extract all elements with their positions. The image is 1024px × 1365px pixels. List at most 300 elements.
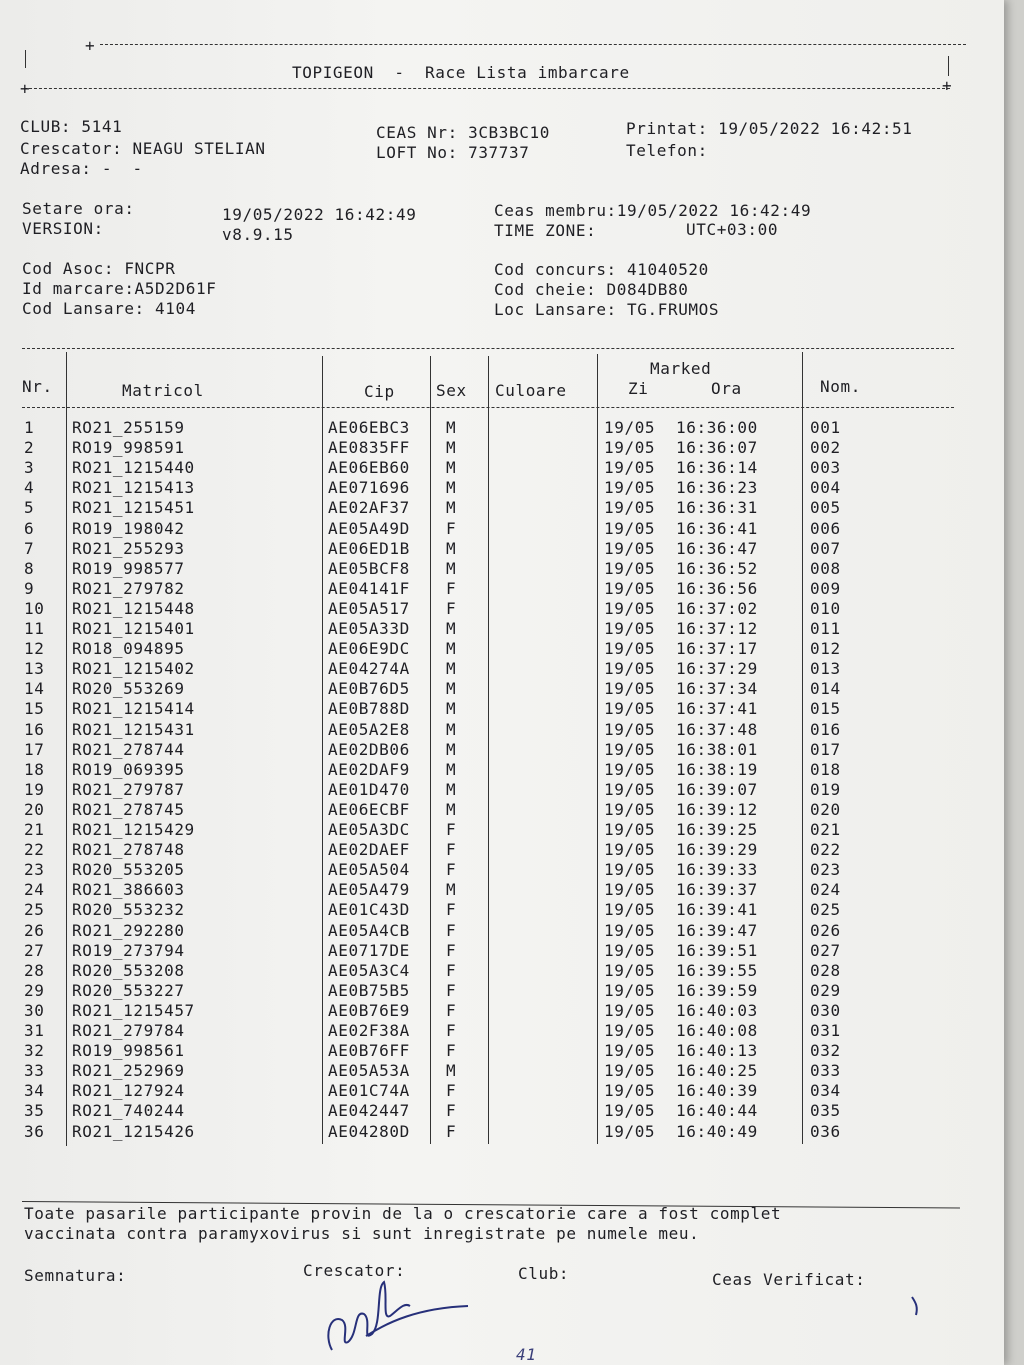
row-matricol: RO21_252969 [72,1061,185,1081]
row-cip: AE06EBC3 [328,418,410,437]
table-row [0,941,1004,961]
row-nr: 32 [24,1041,45,1061]
row-nom: 025 [810,900,841,920]
row-nr: 34 [24,1081,45,1101]
row-sex: F [446,960,457,980]
table-top-rule [22,348,954,349]
ceas-nr-field: CEAS Nr: 3CB3BC10 [376,123,550,142]
row-nom: 030 [810,1000,841,1020]
row-cip: AE05A2E8 [328,719,410,739]
row-cip: AE05A53A [328,1061,410,1081]
row-nr: 14 [24,679,45,699]
frame-corner: + [942,76,952,95]
col-header-matricol: Matricol [122,381,204,400]
table-row [0,639,1004,659]
row-nom: 036 [810,1121,841,1141]
row-matricol: RO21_1215401 [72,619,195,638]
row-ora: 16:36:00 [676,418,758,437]
row-ora: 16:37:17 [676,639,758,659]
row-nr: 19 [24,779,45,799]
row-nom: 010 [810,598,841,618]
row-nom: 023 [810,860,841,880]
row-matricol: RO21_1215457 [72,1000,195,1020]
row-cip: AE0835FF [328,438,410,458]
row-nr: 21 [24,820,45,839]
adresa-field: Adresa: - - [20,159,143,178]
row-matricol: RO21_278748 [72,840,185,860]
telefon-field: Telefon: [626,141,708,160]
row-nr: 6 [24,518,35,538]
row-sex: M [446,759,457,779]
table-row [0,1122,1004,1142]
row-zi: 19/05 [604,759,656,779]
table-row [0,740,1004,760]
row-sex: M [446,478,457,498]
row-zi: 19/05 [604,1101,656,1121]
col-header-culoare: Culoare [495,381,567,400]
row-ora: 16:40:13 [676,1041,758,1061]
row-nom: 003 [810,458,841,478]
row-sex: F [446,1081,457,1101]
row-matricol: RO19_273794 [72,940,185,960]
row-nom: 035 [810,1101,841,1121]
row-cip: AE05A49D [328,518,410,538]
crescator-signature-label: Crescator: [303,1261,406,1280]
row-zi: 19/05 [604,458,656,478]
col-header-nr: Nr. [22,377,53,396]
row-zi: 19/05 [604,799,656,819]
row-nr: 29 [24,980,45,1000]
row-nr: 7 [24,538,35,558]
setare-ora-value: 19/05/2022 16:42:49 [222,205,417,224]
col-header-marked: Marked [650,359,712,378]
row-matricol: RO21_1215413 [72,478,195,498]
row-cip: AE06ECBF [328,799,410,819]
table-row [0,1101,1004,1121]
row-cip: AE05A479 [328,880,410,900]
row-ora: 16:39:55 [676,960,758,980]
row-sex: F [446,940,457,960]
row-nom: 007 [810,538,841,558]
row-nom: 024 [810,880,841,900]
row-matricol: RO20_553227 [72,980,185,1000]
row-nom: 032 [810,1041,841,1061]
row-zi: 19/05 [604,659,656,679]
row-nom: 028 [810,960,841,980]
row-matricol: RO21_278744 [72,739,185,759]
row-sex: M [446,739,457,759]
time-zone-label: TIME ZONE: [494,221,597,240]
row-ora: 16:37:02 [676,598,758,618]
row-zi: 19/05 [604,518,656,538]
row-zi: 19/05 [604,619,656,638]
row-nom: 011 [810,619,841,638]
row-zi: 19/05 [604,980,656,1000]
row-nom: 026 [810,920,841,940]
row-nr: 33 [24,1061,45,1081]
row-ora: 16:38:19 [676,759,758,779]
row-cip: AE02DAEF [328,840,410,860]
row-nom: 033 [810,1061,841,1081]
row-zi: 19/05 [604,860,656,880]
cod-asoc-field: Cod Asoc: FNCPR [22,259,176,278]
row-ora: 16:39:25 [676,820,758,839]
row-matricol: RO21_278745 [72,799,185,819]
row-sex: M [446,659,457,679]
row-ora: 16:39:47 [676,920,758,940]
row-matricol: RO21_740244 [72,1101,185,1121]
row-sex: M [446,558,457,578]
row-matricol: RO21_255293 [72,538,185,558]
version-value: v8.9.15 [222,225,294,244]
row-nr: 3 [24,458,35,478]
declaration-line-1: Toate pasarile participante provin de la o crescatorie care a fost complet [24,1204,782,1223]
row-nr: 15 [24,699,45,719]
row-nom: 029 [810,980,841,1000]
table-row [0,438,1004,458]
ceas-membru-field: Ceas membru:19/05/2022 16:42:49 [494,201,812,220]
page-number: 41 [516,1345,537,1364]
row-cip: AE02DB06 [328,739,410,759]
row-sex: F [446,1041,457,1061]
table-row [0,519,1004,539]
row-matricol: RO20_553205 [72,860,185,880]
row-cip: AE01C74A [328,1081,410,1101]
row-ora: 16:40:08 [676,1021,758,1040]
crescator-field: Crescator: NEAGU STELIAN [20,139,266,158]
col-header-zi: Zi [628,379,649,398]
row-matricol: RO21_1215402 [72,659,195,679]
row-ora: 16:36:31 [676,498,758,518]
row-zi: 19/05 [604,1061,656,1081]
row-nom: 002 [810,438,841,458]
row-nr: 10 [24,598,45,618]
row-nom: 005 [810,498,841,518]
table-row [0,1081,1004,1101]
row-cip: AE02F38A [328,1021,410,1040]
row-matricol: RO19_069395 [72,759,185,779]
printat-field: Printat: 19/05/2022 16:42:51 [626,119,913,138]
row-matricol: RO21_279782 [72,578,185,598]
row-ora: 16:36:14 [676,458,758,478]
table-row [0,900,1004,920]
row-sex: M [446,458,457,478]
row-matricol: RO21_1215448 [72,598,195,618]
table-row [0,679,1004,699]
row-nom: 001 [810,418,841,437]
row-sex: F [446,920,457,940]
row-nr: 4 [24,478,35,498]
row-matricol: RO21_279787 [72,779,185,799]
row-zi: 19/05 [604,438,656,458]
row-nr: 35 [24,1101,45,1121]
row-zi: 19/05 [604,940,656,960]
row-zi: 19/05 [604,478,656,498]
row-cip: AE0B75B5 [328,980,410,1000]
row-nr: 8 [24,558,35,578]
row-nom: 031 [810,1021,841,1040]
row-ora: 16:40:39 [676,1081,758,1101]
title-top-rule [100,44,966,45]
table-row [0,880,1004,900]
table-row [0,961,1004,981]
row-sex: F [446,1101,457,1121]
row-nom: 018 [810,759,841,779]
row-zi: 19/05 [604,498,656,518]
row-ora: 16:39:12 [676,799,758,819]
row-cip: AE0B76E9 [328,1000,410,1020]
row-nr: 13 [24,659,45,679]
row-nr: 30 [24,1000,45,1020]
row-sex: M [446,799,457,819]
row-matricol: RO21_1215440 [72,458,195,478]
row-ora: 16:36:23 [676,478,758,498]
row-matricol: RO18_094895 [72,639,185,659]
row-nom: 021 [810,820,841,839]
table-row [0,599,1004,619]
row-cip: AE01C43D [328,900,410,920]
row-ora: 16:40:25 [676,1061,758,1081]
row-matricol: RO21_386603 [72,880,185,900]
row-matricol: RO21_1215431 [72,719,195,739]
row-ora: 16:39:41 [676,900,758,920]
row-matricol: RO21_1215426 [72,1121,195,1141]
club-signature-label: Club: [518,1264,570,1283]
row-ora: 16:39:29 [676,840,758,860]
row-nom: 019 [810,779,841,799]
row-sex: M [446,679,457,699]
handwritten-signature [318,1276,478,1356]
table-row [0,921,1004,941]
row-nr: 9 [24,578,35,598]
row-sex: M [446,880,457,900]
table-row [0,820,1004,840]
row-cip: AE0B788D [328,699,410,719]
row-ora: 16:39:51 [676,940,758,960]
table-row [0,1021,1004,1041]
row-nr: 11 [24,619,45,638]
row-cip: AE0B76D5 [328,679,410,699]
row-cip: AE04280D [328,1121,410,1141]
row-sex: F [446,518,457,538]
row-nom: 034 [810,1081,841,1101]
row-zi: 19/05 [604,739,656,759]
table-row [0,1061,1004,1081]
col-header-nom: Nom. [820,377,861,396]
version-label: VERSION: [22,219,104,238]
time-zone-value: UTC+03:00 [686,220,779,239]
row-ora: 16:39:59 [676,980,758,1000]
row-nom: 022 [810,840,841,860]
row-zi: 19/05 [604,1081,656,1101]
row-ora: 16:37:48 [676,719,758,739]
row-nr: 16 [24,719,45,739]
row-sex: M [446,719,457,739]
row-zi: 19/05 [604,880,656,900]
setare-ora-label: Setare ora: [22,199,135,218]
row-ora: 16:37:29 [676,659,758,679]
row-matricol: RO20_553269 [72,679,185,699]
table-row [0,619,1004,639]
row-ora: 16:38:01 [676,739,758,759]
row-matricol: RO19_998591 [72,438,185,458]
row-cip: AE0B76FF [328,1041,410,1061]
table-row [0,981,1004,1001]
table-row [0,760,1004,780]
row-sex: F [446,860,457,880]
col-header-cip: Cip [364,382,395,401]
loft-no-field: LOFT No: 737737 [376,143,530,162]
row-ora: 16:39:07 [676,779,758,799]
row-sex: F [446,820,457,839]
row-ora: 16:39:33 [676,860,758,880]
row-cip: AE05A4CB [328,920,410,940]
row-sex: M [446,438,457,458]
table-row [0,659,1004,679]
row-sex: M [446,538,457,558]
title-right-edge [948,56,949,76]
row-nom: 015 [810,699,841,719]
row-matricol: RO21_255159 [72,418,185,437]
club-field: CLUB: 5141 [20,117,123,136]
table-row [0,1001,1004,1021]
row-ora: 16:36:07 [676,438,758,458]
row-nr: 12 [24,639,45,659]
row-cip: AE0717DE [328,940,410,960]
row-nr: 18 [24,759,45,779]
row-sex: M [446,639,457,659]
row-sex: M [446,779,457,799]
table-row [0,860,1004,880]
row-ora: 16:37:34 [676,679,758,699]
row-nr: 20 [24,799,45,819]
row-sex: F [446,598,457,618]
row-zi: 19/05 [604,538,656,558]
row-matricol: RO21_1215429 [72,820,195,839]
row-cip: AE05A504 [328,860,410,880]
table-row [0,418,1004,438]
table-row [0,800,1004,820]
table-row [0,780,1004,800]
row-nom: 016 [810,719,841,739]
row-matricol: RO20_553208 [72,960,185,980]
semnatura-label: Semnatura: [24,1266,127,1285]
row-ora: 16:36:47 [676,538,758,558]
row-nom: 014 [810,679,841,699]
row-zi: 19/05 [604,679,656,699]
table-row [0,579,1004,599]
row-nom: 006 [810,518,841,538]
row-cip: AE04274A [328,659,410,679]
table-row [0,539,1004,559]
row-sex: F [446,1021,457,1040]
row-cip: AE05A3C4 [328,960,410,980]
row-zi: 19/05 [604,598,656,618]
row-nr: 25 [24,900,45,920]
row-nr: 2 [24,438,35,458]
row-ora: 16:37:41 [676,699,758,719]
row-zi: 19/05 [604,1021,656,1040]
row-ora: 16:37:12 [676,619,758,638]
row-nom: 017 [810,739,841,759]
row-nr: 24 [24,880,45,900]
row-ora: 16:39:37 [676,880,758,900]
col-header-ora: Ora [711,379,742,398]
row-nr: 1 [24,418,35,437]
row-ora: 16:36:41 [676,518,758,538]
row-ora: 16:36:52 [676,558,758,578]
row-nr: 17 [24,739,45,759]
row-sex: F [446,900,457,920]
table-row [0,559,1004,579]
table-row [0,840,1004,860]
row-zi: 19/05 [604,779,656,799]
row-nr: 5 [24,498,35,518]
table-row [0,1041,1004,1061]
row-sex: F [446,840,457,860]
row-zi: 19/05 [604,699,656,719]
ceas-verificat-label: Ceas Verificat: [712,1270,866,1289]
frame-corner: + [20,79,30,98]
row-nr: 36 [24,1121,45,1141]
row-cip: AE06EB60 [328,458,410,478]
cod-concurs-field: Cod concurs: 41040520 [494,260,709,279]
id-marcare-field: Id marcare:A5D2D61F [22,279,217,298]
row-matricol: RO19_998577 [72,558,185,578]
row-matricol: RO21_1215414 [72,699,195,719]
row-zi: 19/05 [604,900,656,920]
row-cip: AE042447 [328,1101,410,1121]
table-row [0,720,1004,740]
row-ora: 16:36:56 [676,578,758,598]
document-title: TOPIGEON - Race Lista imbarcare [292,63,630,82]
row-sex: M [446,1061,457,1081]
row-nr: 28 [24,960,45,980]
row-nr: 26 [24,920,45,940]
row-sex: M [446,498,457,518]
row-zi: 19/05 [604,1121,656,1141]
row-matricol: RO21_279784 [72,1021,185,1040]
row-nom: 027 [810,940,841,960]
table-row [0,458,1004,478]
row-nom: 013 [810,659,841,679]
row-nom: 012 [810,639,841,659]
row-cip: AE05A3DC [328,820,410,839]
title-left-edge [25,50,26,68]
row-cip: AE04141F [328,578,410,598]
row-matricol: RO19_198042 [72,518,185,538]
row-nom: 009 [810,578,841,598]
row-cip: AE05A517 [328,598,410,618]
col-header-sex: Sex [436,381,467,400]
row-cip: AE06E9DC [328,639,410,659]
row-sex: M [446,619,457,638]
row-nom: 008 [810,558,841,578]
row-matricol: RO20_553232 [72,900,185,920]
row-sex: M [446,418,457,437]
row-nr: 31 [24,1021,45,1040]
row-zi: 19/05 [604,1041,656,1061]
title-bottom-rule [24,88,950,89]
declaration-line-2: vaccinata contra paramyxovirus si sunt inregistrate pe numele meu. [24,1224,700,1243]
row-zi: 19/05 [604,1000,656,1020]
cod-cheie-field: Cod cheie: D084DB80 [494,280,689,299]
row-ora: 16:40:49 [676,1121,758,1141]
row-ora: 16:40:03 [676,1000,758,1020]
row-matricol: RO21_1215451 [72,498,195,518]
row-zi: 19/05 [604,558,656,578]
row-matricol: RO19_998561 [72,1041,185,1061]
